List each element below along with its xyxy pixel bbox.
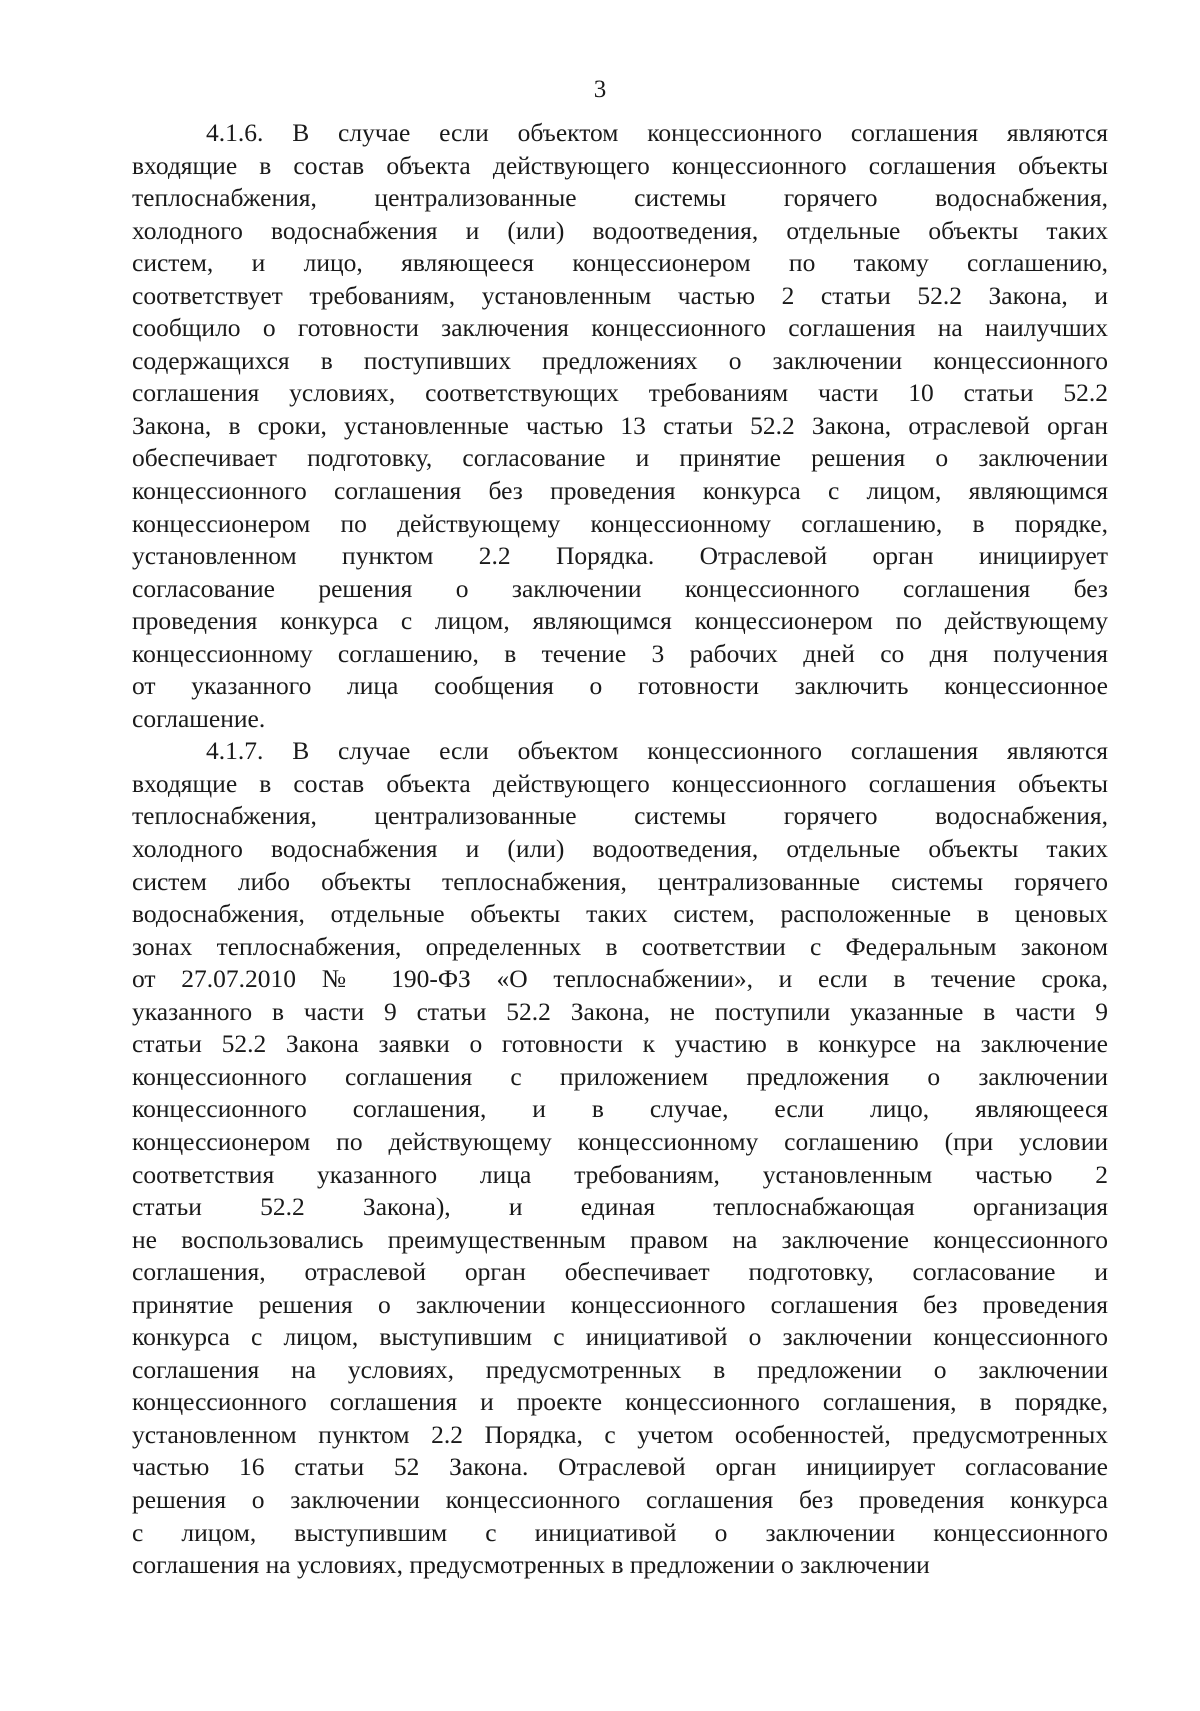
text-line: соглашения на условиях, предусмотренных в предложении о заключении: [132, 1354, 1108, 1384]
text-line: конкурса с лицом, выступившим с инициативой о заключении концессионного: [132, 1322, 1108, 1352]
text-line: не воспользовались преимущественным правом на заключение концессионного: [132, 1224, 1108, 1254]
text-line: установленном пунктом 2.2 Порядка. Отраслевой орган инициирует: [132, 541, 1108, 571]
text-line: холодного водоснабжения и (или) водоотведения, отдельные объекты таких: [132, 215, 1108, 245]
text-line: систем либо объекты теплоснабжения, централизованные системы горячего: [132, 866, 1108, 896]
text-line: соглашение.: [132, 703, 266, 733]
text-line: 4.1.7. В случае если объектом концессионного соглашения являются: [206, 736, 1108, 766]
text-line: зонах теплоснабжения, определенных в соответствии с Федеральным законом: [132, 931, 1108, 961]
text-line: обеспечивает подготовку, согласование и принятие решения о заключении: [132, 443, 1108, 473]
text-line: статьи 52.2 Закона заявки о готовности к участию в конкурсе на заключение: [132, 1029, 1108, 1059]
text-line: концессионного соглашения и проекте концессионного соглашения, в порядке,: [132, 1387, 1108, 1417]
text-line: теплоснабжения, централизованные системы горячего водоснабжения,: [132, 183, 1108, 213]
text-line: соответствия указанного лица требованиям, установленным частью 2: [132, 1159, 1108, 1189]
document-body: [132, 117, 1108, 1582]
text-line: входящие в состав объекта действующего концессионного соглашения объекты: [132, 150, 1108, 180]
text-line: проведения конкурса с лицом, являющимся концессионером по действующему: [132, 606, 1108, 636]
text-line: сообщило о готовности заключения концессионного соглашения на наилучших: [132, 313, 1108, 343]
text-line: от указанного лица сообщения о готовности заключить концессионное: [132, 671, 1108, 701]
text-line: 4.1.6. В случае если объектом концессионного соглашения являются: [206, 118, 1108, 147]
text-line: концессионного соглашения, и в случае, если лицо, являющееся: [132, 1094, 1108, 1124]
paragraph-4-1-7: [132, 735, 1108, 1581]
text-line: решения о заключении концессионного соглашения без проведения конкурса: [132, 1484, 1108, 1514]
text-line: статьи 52.2 Закона), и единая теплоснабжающая организация: [132, 1192, 1108, 1222]
text-line: концессионером по действующему концессионному соглашению (при условии: [132, 1126, 1108, 1156]
text-line: частью 16 статьи 52 Закона. Отраслевой орган инициирует согласование: [132, 1452, 1108, 1482]
text-line: концессионному соглашению, в течение 3 рабочих дней со дня получения: [132, 638, 1108, 668]
text-line: систем, и лицо, являющееся концессионером по такому соглашению,: [132, 248, 1108, 278]
text-line: концессионером по действующему концессионному соглашению, в порядке,: [132, 508, 1108, 538]
text-line: концессионного соглашения с приложением предложения о заключении: [132, 1061, 1108, 1091]
text-line: соглашения, отраслевой орган обеспечивает подготовку, согласование и: [132, 1257, 1108, 1287]
text-line: соглашения условиях, соответствующих требованиям части 10 статьи 52.2: [132, 378, 1108, 408]
text-line: соответствует требованиям, установленным частью 2 статьи 52.2 Закона, и: [132, 280, 1108, 310]
text-line: концессионного соглашения без проведения конкурса с лицом, являющимся: [132, 476, 1108, 506]
text-line: установленном пунктом 2.2 Порядка, с учетом особенностей, предусмотренных: [132, 1419, 1108, 1449]
text-line: соглашения на условиях, предусмотренных в предложении о заключении: [132, 1550, 930, 1580]
text-line: с лицом, выступившим с инициативой о заключении концессионного: [132, 1517, 1108, 1547]
text-line: Закона, в сроки, установленные частью 13 статьи 52.2 Закона, отраслевой орган: [132, 410, 1108, 440]
page-number: 3: [593, 76, 607, 103]
text-line: согласование решения о заключении концессионного соглашения без: [132, 573, 1108, 603]
text-line: теплоснабжения, централизованные системы горячего водоснабжения,: [132, 801, 1108, 831]
text-line: содержащихся в поступивших предложениях о заключении концессионного: [132, 345, 1108, 375]
text-line: входящие в состав объекта действующего концессионного соглашения объекты: [132, 768, 1108, 798]
text-line: холодного водоснабжения и (или) водоотведения, отдельные объекты таких: [132, 834, 1108, 864]
text-line: принятие решения о заключении концессионного соглашения без проведения: [132, 1289, 1108, 1319]
text-line: водоснабжения, отдельные объекты таких систем, расположенные в ценовых: [132, 899, 1108, 929]
text-line: от 27.07.2010 № 190-ФЗ «О теплоснабжении», и если в течение срока,: [132, 964, 1108, 994]
text-line: указанного в части 9 статьи 52.2 Закона, не поступили указанные в части 9: [132, 996, 1108, 1026]
paragraph-4-1-6: [132, 117, 1108, 735]
